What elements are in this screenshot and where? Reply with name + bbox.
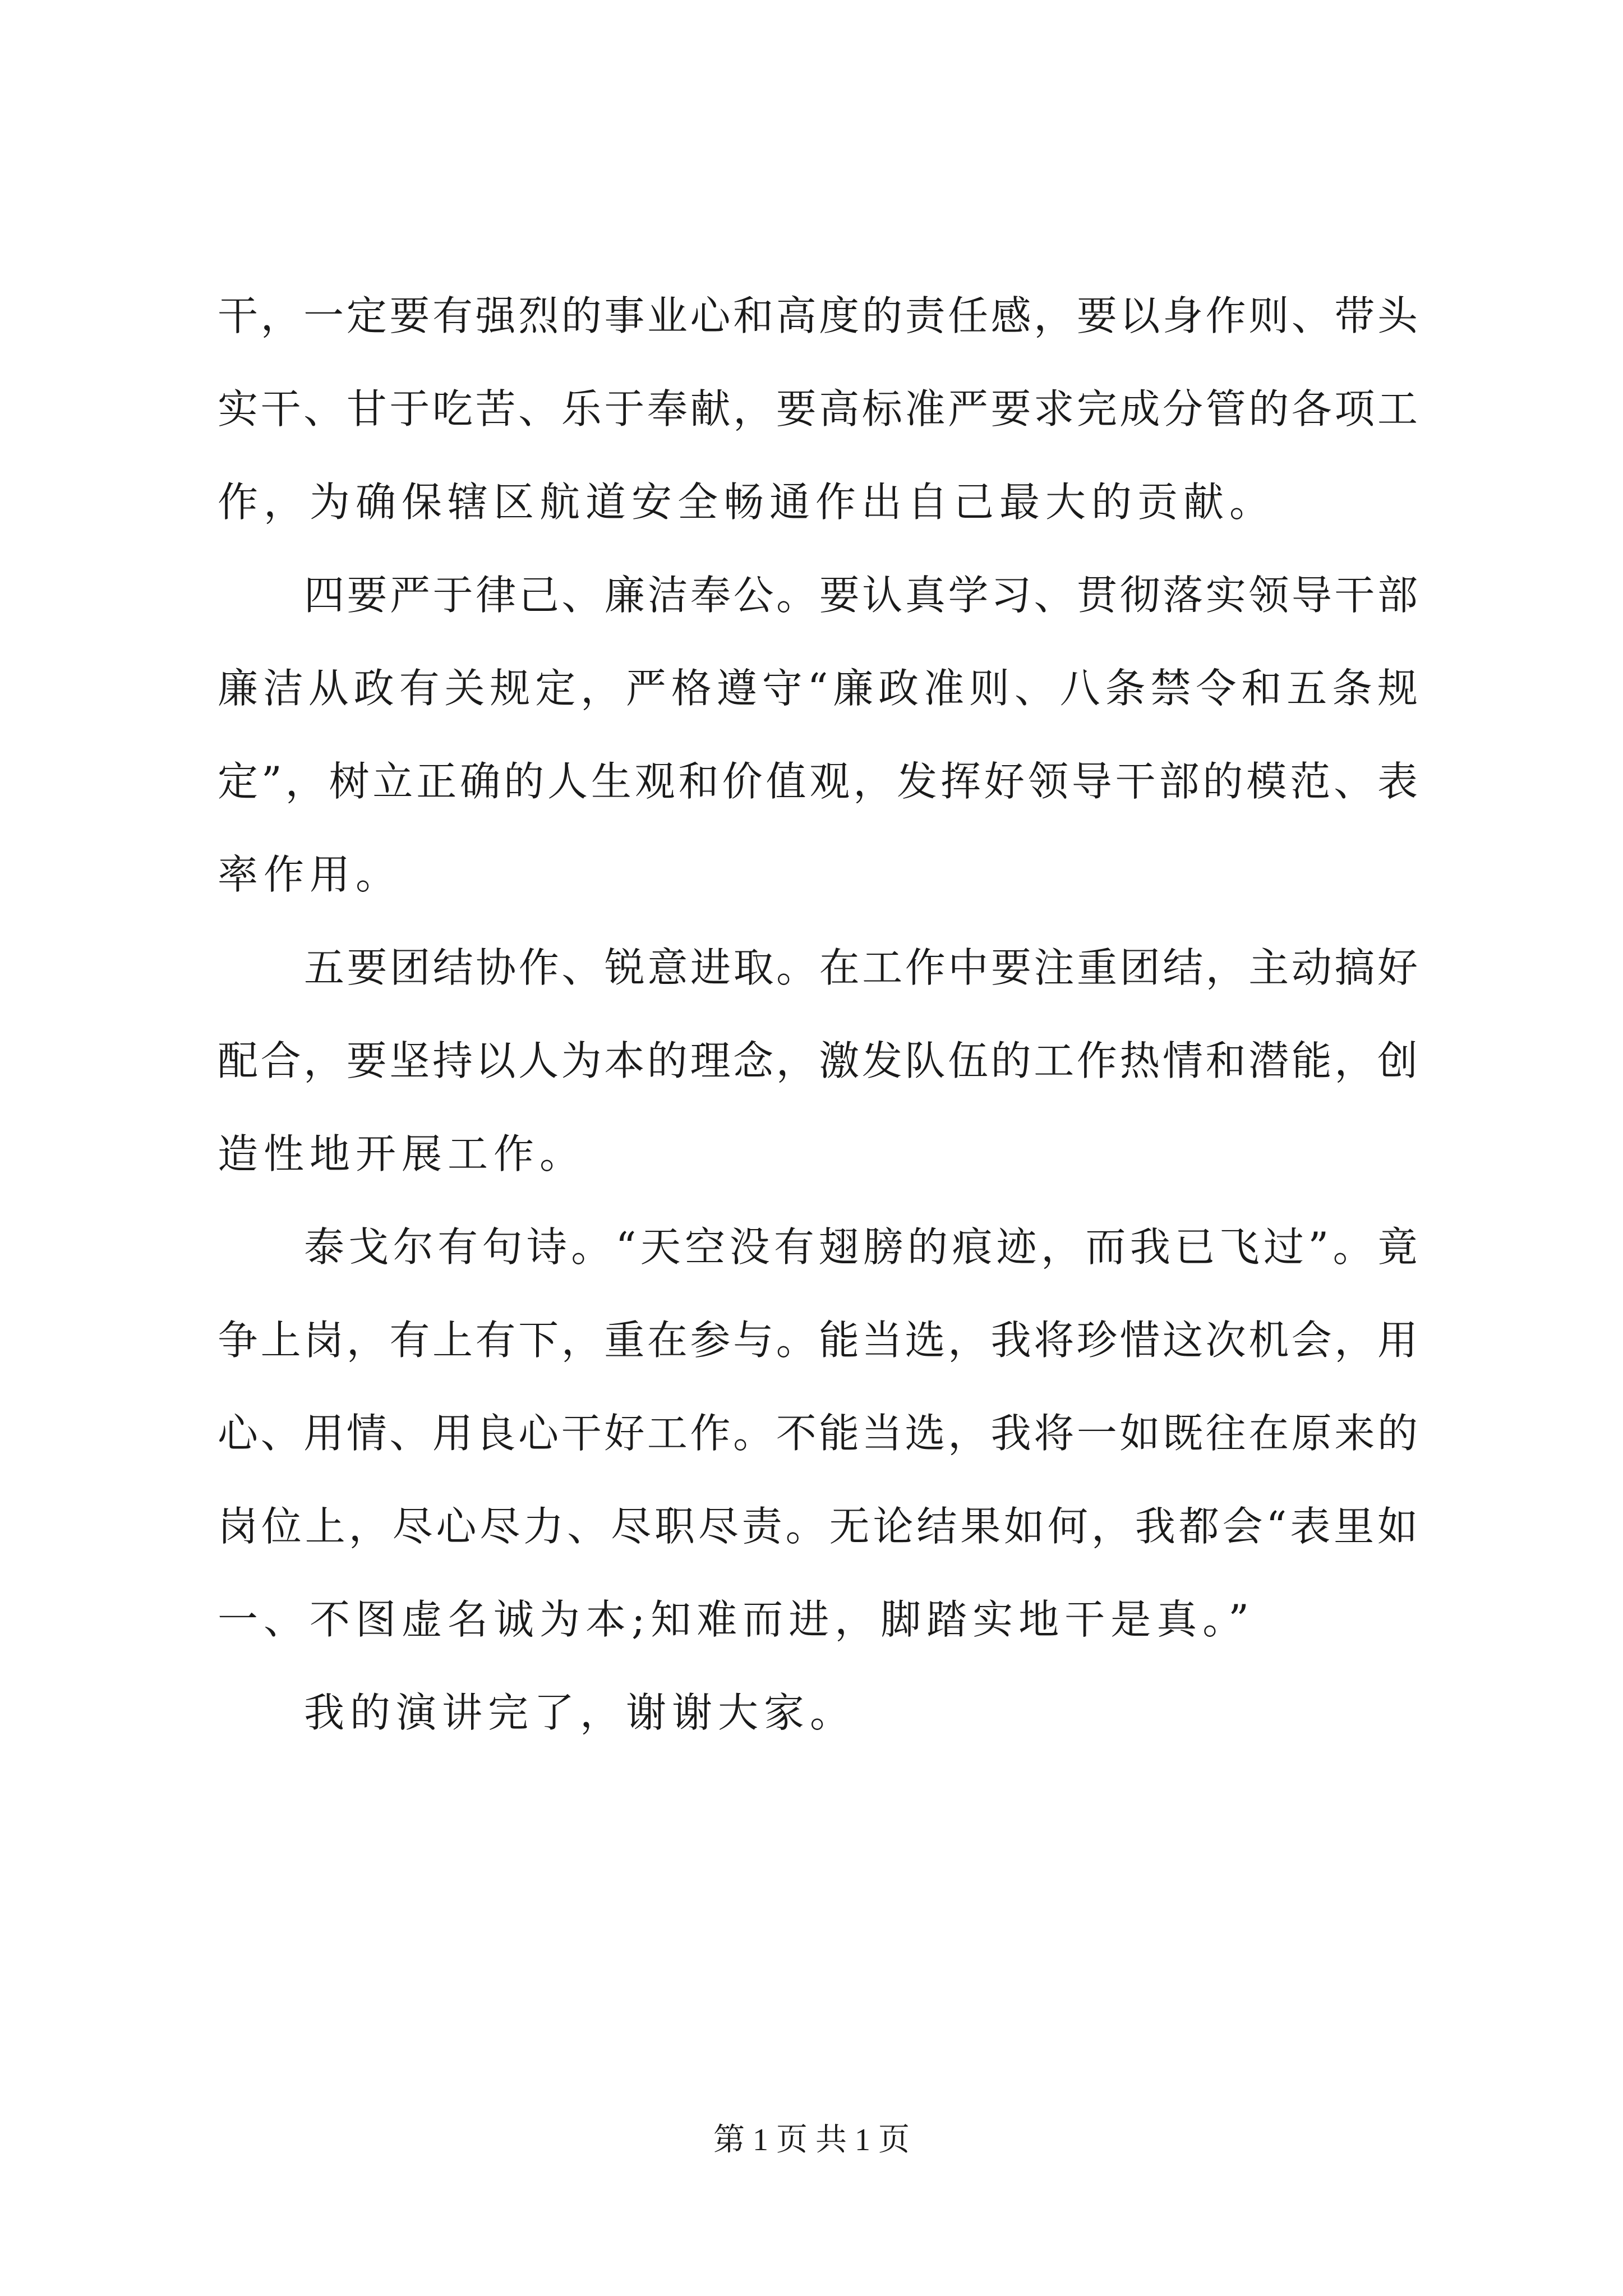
text-line: 一、不图虚名诚为本;知难而进，脚踏实地干是真。” — [218, 1596, 1255, 1643]
page-footer: 第 1 页 共 1 页 — [713, 2123, 910, 2157]
text-line: 实干、甘于吃苦、乐于奉献，要高标准严要求完成分管的各项工 — [218, 385, 1418, 432]
text-line: 作，为确保辖区航道安全畅通作出自己最大的贡献。 — [218, 478, 1276, 526]
text-line: 廉洁从政有关规定，严格遵守“廉政准则、八条禁令和五条规 — [218, 665, 1418, 712]
paragraph-start-line: 我的演讲完了，谢谢大家。 — [304, 1689, 856, 1736]
text-line: 配合，要坚持以人为本的理念，激发队伍的工作热情和潜能，创 — [218, 1037, 1418, 1084]
paragraph-start-line: 四要严于律己、廉洁奉公。要认真学习、贯彻落实领导干部 — [304, 572, 1418, 619]
text-line: 争上岗，有上有下，重在参与。能当选，我将珍惜这次机会，用 — [218, 1317, 1418, 1364]
text-line: 定”，树立正确的人生观和价值观，发挥好领导干部的模范、表 — [218, 758, 1418, 805]
paragraph-start-line: 五要团结协作、锐意进取。在工作中要注重团结，主动搞好 — [304, 944, 1418, 991]
text-line: 岗位上，尽心尽力、尽职尽责。无论结果如何，我都会“表里如 — [218, 1503, 1418, 1550]
text-line: 干，一定要有强烈的事业心和高度的责任感，要以身作则、带头 — [218, 292, 1418, 339]
text-line: 心、用情、用良心干好工作。不能当选，我将一如既往在原来的 — [218, 1410, 1418, 1457]
text-line: 率作用。 — [218, 851, 402, 898]
document-body — [218, 269, 1418, 1759]
paragraph-start-line: 泰戈尔有句诗。“天空没有翅膀的痕迹，而我已飞过”。竟 — [304, 1223, 1418, 1271]
text-line: 造性地开展工作。 — [218, 1130, 586, 1177]
